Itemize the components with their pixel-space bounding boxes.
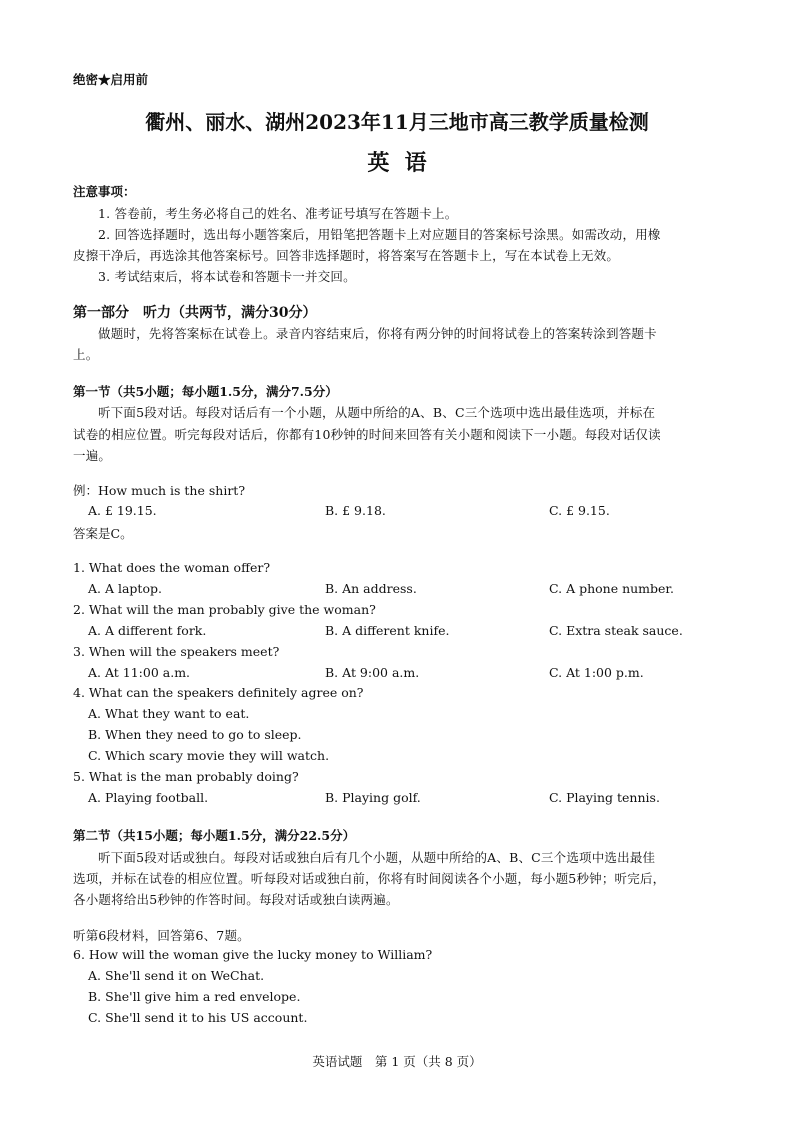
section1-instruction: 听下面5段对话。每段对话后有一个小题，从题中所给的A、B、C三个选项中选出最佳选项，并标在 (98, 405, 656, 420)
option-c: C. At 1:00 p.m. (549, 665, 644, 680)
option-c: C. Which scary movie they will watch. (88, 748, 330, 763)
question-5: 5. What is the man probably doing? (73, 769, 299, 784)
question-2: 2. What will the man probably give the woman? (73, 602, 376, 617)
question-3: 3. When will the speakers meet? (73, 644, 280, 659)
example-answer: 答案是C。 (73, 526, 133, 541)
part1-instruction: 做题时，先将答案标在试卷上。录音内容结束后，你将有两分钟的时间将试卷上的答案转涂到答题卡 (98, 326, 657, 341)
notice-item: 1. 答卷前，考生务必将自己的姓名、准考证号填写在答题卡上。 (98, 206, 458, 221)
option-c: C. Playing tennis. (549, 790, 660, 805)
option-c: C. Extra steak sauce. (549, 623, 683, 638)
option-a: A. A different fork. (88, 623, 207, 638)
option-c: C. A phone number. (549, 581, 674, 596)
option-b: B. When they need to go to sleep. (88, 727, 302, 742)
notice-heading: 注意事项： (73, 184, 136, 199)
option-a: A. She'll send it on WeChat. (88, 968, 265, 983)
section2-instruction: 各小题将给出5秒钟的作答时间。每段对话或独白读两遍。 (73, 892, 399, 907)
section1-heading: 第一节（共5小题；每小题1.5分，满分7.5分） (73, 384, 338, 399)
question-6: 6. How will the woman give the lucky money to William? (73, 947, 433, 962)
option-b: B. A different knife. (325, 623, 450, 638)
section2-heading: 第二节（共15小题；每小题1.5分，满分22.5分） (73, 828, 356, 843)
question-1: 1. What does the woman offer? (73, 560, 271, 575)
example-option-a: A. £ 19.15. (88, 503, 157, 518)
option-a: A. A laptop. (88, 581, 162, 596)
subject-title: 英 语 (367, 150, 427, 176)
section2-instruction: 选项，并标在试卷的相应位置。听每段对话或独白前，你将有时间阅读各个小题，每小题5秒钟；听完后， (73, 871, 666, 886)
material-label: 听第6段材料，回答第6、7题。 (73, 928, 250, 943)
section2-instruction: 听下面5段对话或独白。每段对话或独白后有几个小题，从题中所给的A、B、C三个选项中选出最佳 (98, 850, 656, 865)
part1-instruction: 上。 (73, 347, 99, 362)
example-option-b: B. £ 9.18. (325, 503, 386, 518)
notice-item: 3. 考试结束后，将本试卷和答题卡一并交回。 (98, 269, 356, 284)
example-option-c: C. £ 9.15. (549, 503, 610, 518)
notice-item: 皮擦干净后，再选涂其他答案标号。回答非选择题时，将答案写在答题卡上，写在本试卷上无效。 (73, 248, 620, 263)
part1-heading: 第一部分 听力（共两节，满分30分） (73, 305, 317, 321)
option-a: A. Playing football. (88, 790, 209, 805)
option-a: A. What they want to eat. (88, 706, 250, 721)
option-b: B. Playing golf. (325, 790, 421, 805)
exam-title: 衢州、丽水、湖州2023年11月三地市高三教学质量检测 (145, 110, 649, 134)
option-b: B. At 9:00 a.m. (325, 665, 420, 680)
section1-instruction: 试卷的相应位置。听完每段对话后，你都有10秒钟的时间来回答有关小题和阅读下一小题。每段对话仅读 (73, 427, 661, 442)
option-b: B. An address. (325, 581, 417, 596)
section1-instruction: 一遍。 (73, 448, 112, 463)
example-question: 例：How much is the shirt? (73, 483, 246, 498)
option-c: C. She'll send it to his US account. (88, 1010, 308, 1025)
notice-item: 2. 回答选择题时，选出每小题答案后，用铅笔把答题卡上对应题目的答案标号涂黑。如需改动，用橡 (98, 227, 661, 242)
option-a: A. At 11:00 a.m. (88, 665, 191, 680)
option-b: B. She'll give him a red envelope. (88, 989, 301, 1004)
confidential-label: 绝密★启用前 (73, 72, 149, 87)
question-4: 4. What can the speakers definitely agree on? (73, 685, 364, 700)
page-footer: 英语试题 第 1 页（共 8 页） (312, 1054, 482, 1069)
